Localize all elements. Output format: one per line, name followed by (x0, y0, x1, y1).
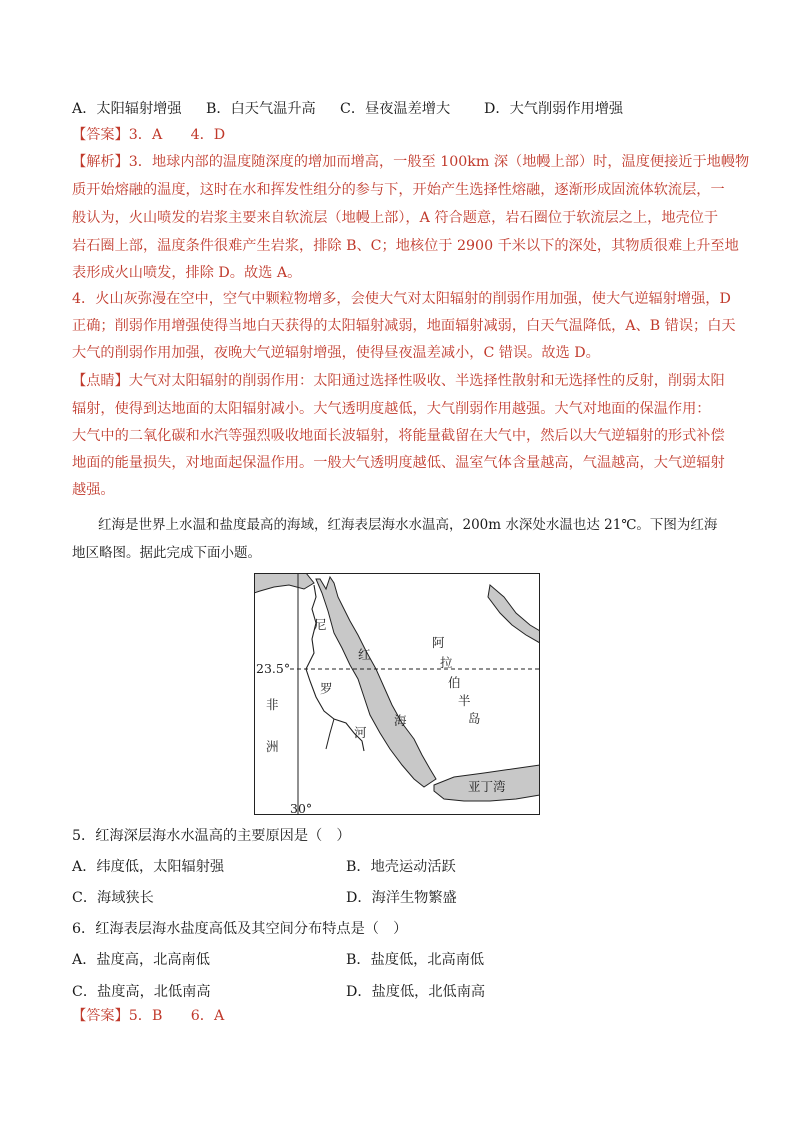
arabia-label-3: 伯 (448, 675, 461, 690)
intro-line: 地区略图。据此完成下面小题。 (72, 545, 261, 561)
q6-stem: 6．红海表层海水盐度高低及其空间分布特点是（ ） (72, 921, 408, 937)
analysis-line: 表形成火山喷发，排除 D。故选 A。 (72, 265, 302, 281)
intro-line: 红海是世界上水温和盐度最高的海域，红海表层海水水温高，200m 水深处水温也达 21℃。下图为红海 (98, 517, 718, 533)
africa-label-2: 洲 (266, 739, 279, 754)
q4-option-d: D．大气削弱作用增强 (484, 101, 624, 117)
nile-branch (326, 719, 334, 749)
q4-option-b: B．白天气温升高 (206, 101, 316, 117)
analysis-line: 大气的削弱作用加强，夜晚大气逆辐射增强，使得昼夜温差减小，C 错误。故选 D。 (72, 345, 600, 361)
answer-5-6: 【答案】5．B 6．A (72, 1008, 225, 1024)
q5-option-d: D．海洋生物繁盛 (346, 890, 457, 906)
arabia-label-1: 阿 (432, 635, 445, 650)
tips-line: 越强。 (72, 482, 115, 498)
q5-option-b: B．地壳运动活跃 (346, 859, 456, 875)
analysis-line: 正确；削弱作用增强使得当地白天获得的太阳辐射减弱，地面辐射减弱，白天气温降低，A、B 错误；白天 (72, 318, 736, 334)
red-sea-label-1: 红 (358, 647, 371, 662)
q6-option-b: B．盐度低，北高南低 (346, 952, 485, 968)
nile-label-3: 河 (354, 725, 367, 740)
analysis-line: 般认为，火山喷发的岩浆主要来自软流层（地幔上部），A 符合题意，岩石圈位于软流层之上，地壳位于 (72, 210, 719, 226)
analysis-line: 4．火山灰弥漫在空中，空气中颗粒物增多，会使大气对太阳辐射的削弱作用加强，使大气逆辐射增强，D (72, 291, 731, 307)
nile-label-2: 罗 (320, 681, 333, 696)
tips-line: 大气中的二氧化碳和水汽等强烈吸收地面长波辐射，将能量截留在大气中，然后以大气逆辐射的形式补偿 (72, 428, 725, 444)
q5-stem: 5．红海深层海水水温高的主要原因是（ ） (72, 828, 351, 844)
nile-label-1: 尼 (314, 617, 327, 632)
q5-option-a: A．纬度低，太阳辐射强 (72, 859, 225, 875)
gulf-label: 亚丁湾 (468, 779, 506, 794)
tips-line: 辐射，使得到达地面的太阳辐射减小。大气透明度越低，大气削弱作用越强。大气对地面的保温作用： (72, 401, 711, 417)
analysis-line: 质开始熔融的温度，这时在水和挥发性组分的参与下，开始产生选择性熔融，逐渐形成固流体软流层，一 (72, 182, 725, 198)
red-sea-label-2: 海 (394, 713, 407, 728)
arabia-label-5: 岛 (468, 711, 481, 726)
analysis-line: 岩石圈上部，温度条件很难产生岩浆，排除 B、C；地核位于 2900 千米以下的深处，其物质很难上升至地 (72, 238, 739, 254)
answer-3-4: 【答案】3．A 4．D (72, 127, 226, 143)
red-sea-shape (316, 577, 436, 787)
q4-option-a: A．太阳辐射增强 (72, 101, 182, 117)
latitude-label: 23.5° (256, 661, 291, 676)
arabia-label-4: 半 (458, 693, 471, 708)
red-sea-map (254, 573, 540, 815)
q4-option-c: C．昼夜温差增大 (340, 101, 451, 117)
q6-option-d: D．盐度低，北低南高 (346, 984, 486, 1000)
persian-gulf-shape (488, 585, 540, 643)
arabia-label-2: 拉 (440, 655, 453, 670)
q5-option-c: C．海域狭长 (72, 890, 154, 906)
longitude-label: 30° (290, 801, 313, 815)
q6-option-c: C．盐度高，北低南高 (72, 984, 211, 1000)
mediterranean-sea (254, 573, 314, 593)
q6-option-a: A．盐度高，北高南低 (72, 952, 210, 968)
tips-line: 地面的能量损失，对地面起保温作用。一般大气透明度越低、温室气体含量越高，气温越高，大气逆辐射 (72, 455, 725, 471)
tips-line: 【点睛】大气对太阳辐射的削弱作用：太阳通过选择性吸收、半选择性散射和无选择性的反射，削弱太阳 (72, 373, 725, 389)
analysis-line: 【解析】3．地球内部的温度随深度的增加而增高，一般至 100km 深（地幔上部）时，温度便接近于地幔物 (72, 154, 750, 170)
africa-label-1: 非 (266, 697, 279, 712)
